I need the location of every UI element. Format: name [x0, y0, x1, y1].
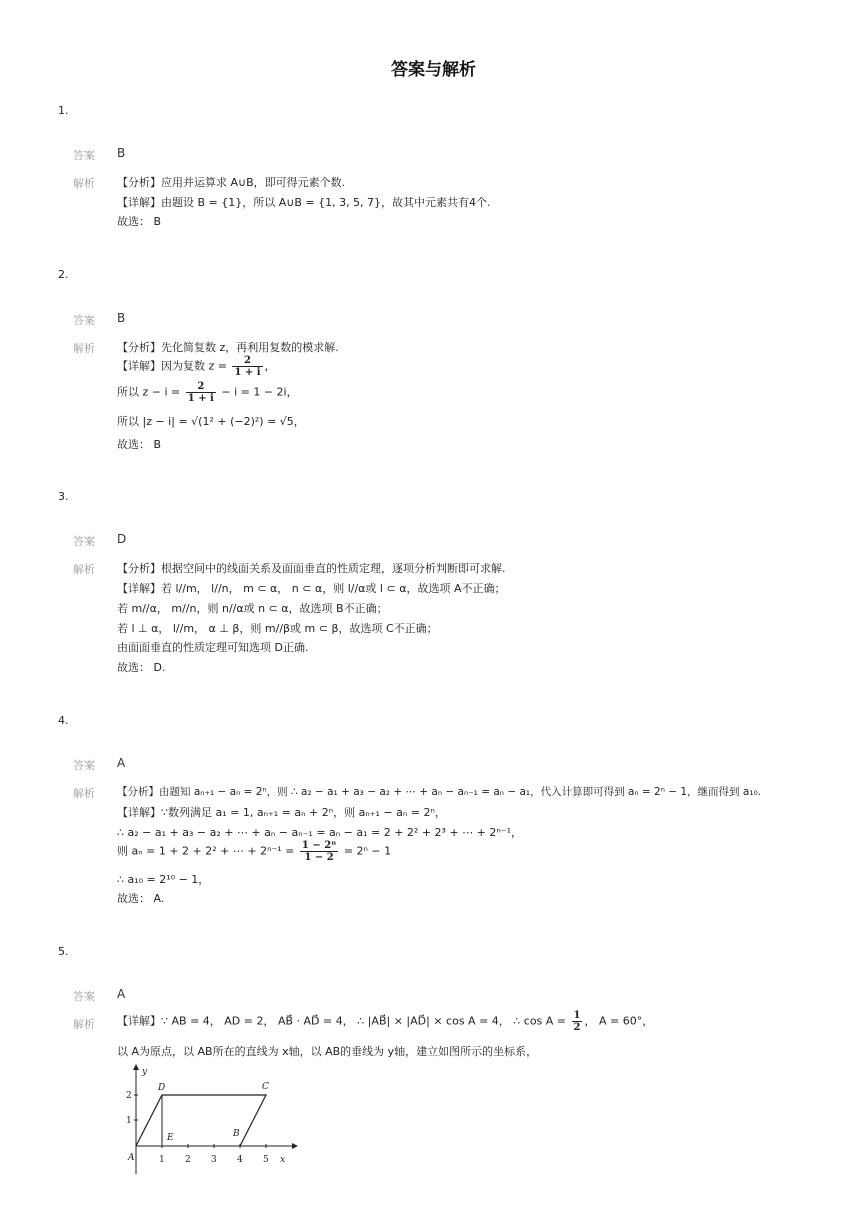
fraction-denominator: 2: [573, 1022, 581, 1033]
y-axis-arrow: [133, 1064, 139, 1070]
analysis-label: 解析: [73, 1018, 95, 1031]
x-tick-label: 2: [185, 1155, 191, 1165]
analysis-text: − i = 1 − 2i，: [217, 385, 298, 399]
analysis-line: 【分析】先化简复数 z，再利用复数的模求解.: [117, 341, 339, 354]
analysis-line: 【分析】根据空间中的线面关系及面面垂直的性质定理，逐项分析判断即可求解.: [117, 562, 506, 575]
analysis-line: 故选： A.: [117, 892, 165, 905]
analysis-line: 若 m//α， m//n，则 n//α或 n ⊂ α，故选项 B不正确；: [117, 602, 388, 615]
answer-value: B: [117, 311, 126, 325]
analysis-line: [117, 1010, 653, 1033]
answer-label: 答案: [73, 535, 95, 548]
analysis-text: 所以 z − i =: [117, 385, 184, 399]
analysis-line: 【详解】若 l//m， l//n， m ⊂ α， n ⊂ α，则 l//α或 l ⊂ α，故选项 A不正确；: [117, 582, 506, 595]
coordinate-figure: [110, 1062, 300, 1177]
x-tick-label: 4: [237, 1155, 243, 1165]
point-label-a: A: [128, 1153, 135, 1163]
answer-value: A: [117, 756, 126, 770]
analysis-line: 故选： D.: [117, 661, 166, 674]
answer-value: B: [117, 146, 126, 160]
analysis-line: 【分析】应用并运算求 A∪B，即可得元素个数.: [117, 176, 346, 189]
analysis-label: 解析: [73, 342, 95, 355]
y-tick-label: 1: [126, 1116, 132, 1126]
fraction-denominator: 1 − 2: [304, 852, 334, 863]
fraction-denominator: 1 + i: [187, 393, 214, 404]
point-label-d: D: [158, 1083, 166, 1093]
fraction-numerator: 2: [232, 355, 262, 367]
answer-value: D: [117, 532, 127, 546]
question-number: 1.: [58, 104, 69, 117]
point-label-b: B: [233, 1129, 240, 1139]
parallelogram: [136, 1095, 266, 1146]
question-number: 5.: [58, 945, 69, 958]
analysis-line: 由面面垂直的性质定理可知选项 D正确.: [117, 641, 309, 654]
answer-label: 答案: [73, 759, 95, 772]
analysis-line: 故选： B: [117, 438, 162, 451]
analysis-text: 则 aₙ = 1 + 2 + 2² + ⋯ + 2ⁿ⁻¹ =: [117, 844, 298, 858]
fraction: [186, 381, 216, 404]
analysis-text: 【详解】∵ AB = 4， AD = 2， AB⃗ · AD⃗ = 4， ∴ |AB⃗| × |AD⃗| × cos A = 4， ∴ cos A =: [117, 1014, 570, 1028]
analysis-line: 故选： B: [117, 215, 162, 228]
analysis-line: ∴ a₁₀ = 2¹⁰ − 1，: [117, 873, 210, 886]
analysis-label: 解析: [73, 563, 95, 576]
question-number: 4.: [58, 714, 69, 727]
y-axis-label: y: [142, 1067, 148, 1077]
x-tick-label: 1: [159, 1155, 165, 1165]
fraction-numerator: 1 − 2ⁿ: [301, 840, 337, 851]
x-axis-arrow: [292, 1143, 298, 1149]
analysis-text: 【详解】因为复数 z =: [117, 359, 231, 373]
question-number: 2.: [58, 268, 69, 281]
analysis-line: 【详解】由题设 B = {1}，所以 A∪B = {1, 3, 5, 7}，故其中元素共有4个.: [117, 196, 491, 209]
x-tick-label: 5: [263, 1155, 269, 1165]
analysis-line: 【详解】因为复数 z = $\frac{2}{1 + i}$ ，: [117, 355, 276, 378]
x-tick-label: 3: [211, 1155, 217, 1165]
question-number: 3.: [58, 490, 69, 503]
analysis-line: [117, 840, 391, 863]
analysis-label: 解析: [73, 177, 95, 190]
fraction-numerator: 2: [186, 381, 216, 393]
fraction: [300, 840, 338, 863]
analysis-text: ， A = 60°，: [584, 1014, 654, 1028]
point-label-c: C: [262, 1082, 269, 1092]
analysis-line: 【详解】∵数列满足 a₁ = 1, aₙ₊₁ = aₙ + 2ⁿ，则 aₙ₊₁ − aₙ = 2ⁿ，: [117, 806, 446, 819]
analysis-text: = 2ⁿ − 1: [340, 844, 392, 858]
point-label-e: E: [167, 1133, 174, 1143]
fraction-numerator: 1: [573, 1010, 581, 1021]
answer-label: 答案: [73, 149, 95, 162]
x-axis-label: x: [280, 1155, 286, 1165]
analysis-line: [117, 381, 298, 404]
analysis-line: 若 l ⊥ α， l//m， α ⊥ β，则 m//β或 m ⊂ β，故选项 C不正确；: [117, 622, 438, 635]
fraction-denominator: 1 + i: [234, 367, 261, 378]
analysis-line: 所以 |z − i| = √(1² + (−2)²) = √5，: [117, 415, 305, 428]
y-tick-label: 2: [126, 1091, 132, 1101]
answer-value: A: [117, 987, 126, 1001]
answer-label: 答案: [73, 990, 95, 1003]
analysis-line: 以 A为原点，以 AB所在的直线为 x轴，以 AB的垂线为 y轴，建立如图所示的坐标系，: [117, 1045, 538, 1058]
analysis-label: 解析: [73, 787, 95, 800]
analysis-line: ∴ a₂ − a₁ + a₃ − a₂ + ⋯ + aₙ − aₙ₋₁ = aₙ − a₁ = 2 + 2² + 2³ + ⋯ + 2ⁿ⁻¹，: [117, 826, 522, 839]
answer-label: 答案: [73, 314, 95, 327]
page-title: 答案与解析: [391, 60, 476, 80]
fraction: [232, 355, 262, 378]
fraction: [572, 1010, 583, 1033]
analysis-line: 【分析】由题知 aₙ₊₁ − aₙ = 2ⁿ，则 ∴ a₂ − a₁ + a₃ − a₂ + ⋯ + aₙ − aₙ₋₁ = aₙ − a₁，代入计算即可得到 aₙ = 2ⁿ − 1，继而得到 a₁₀.: [117, 786, 762, 798]
